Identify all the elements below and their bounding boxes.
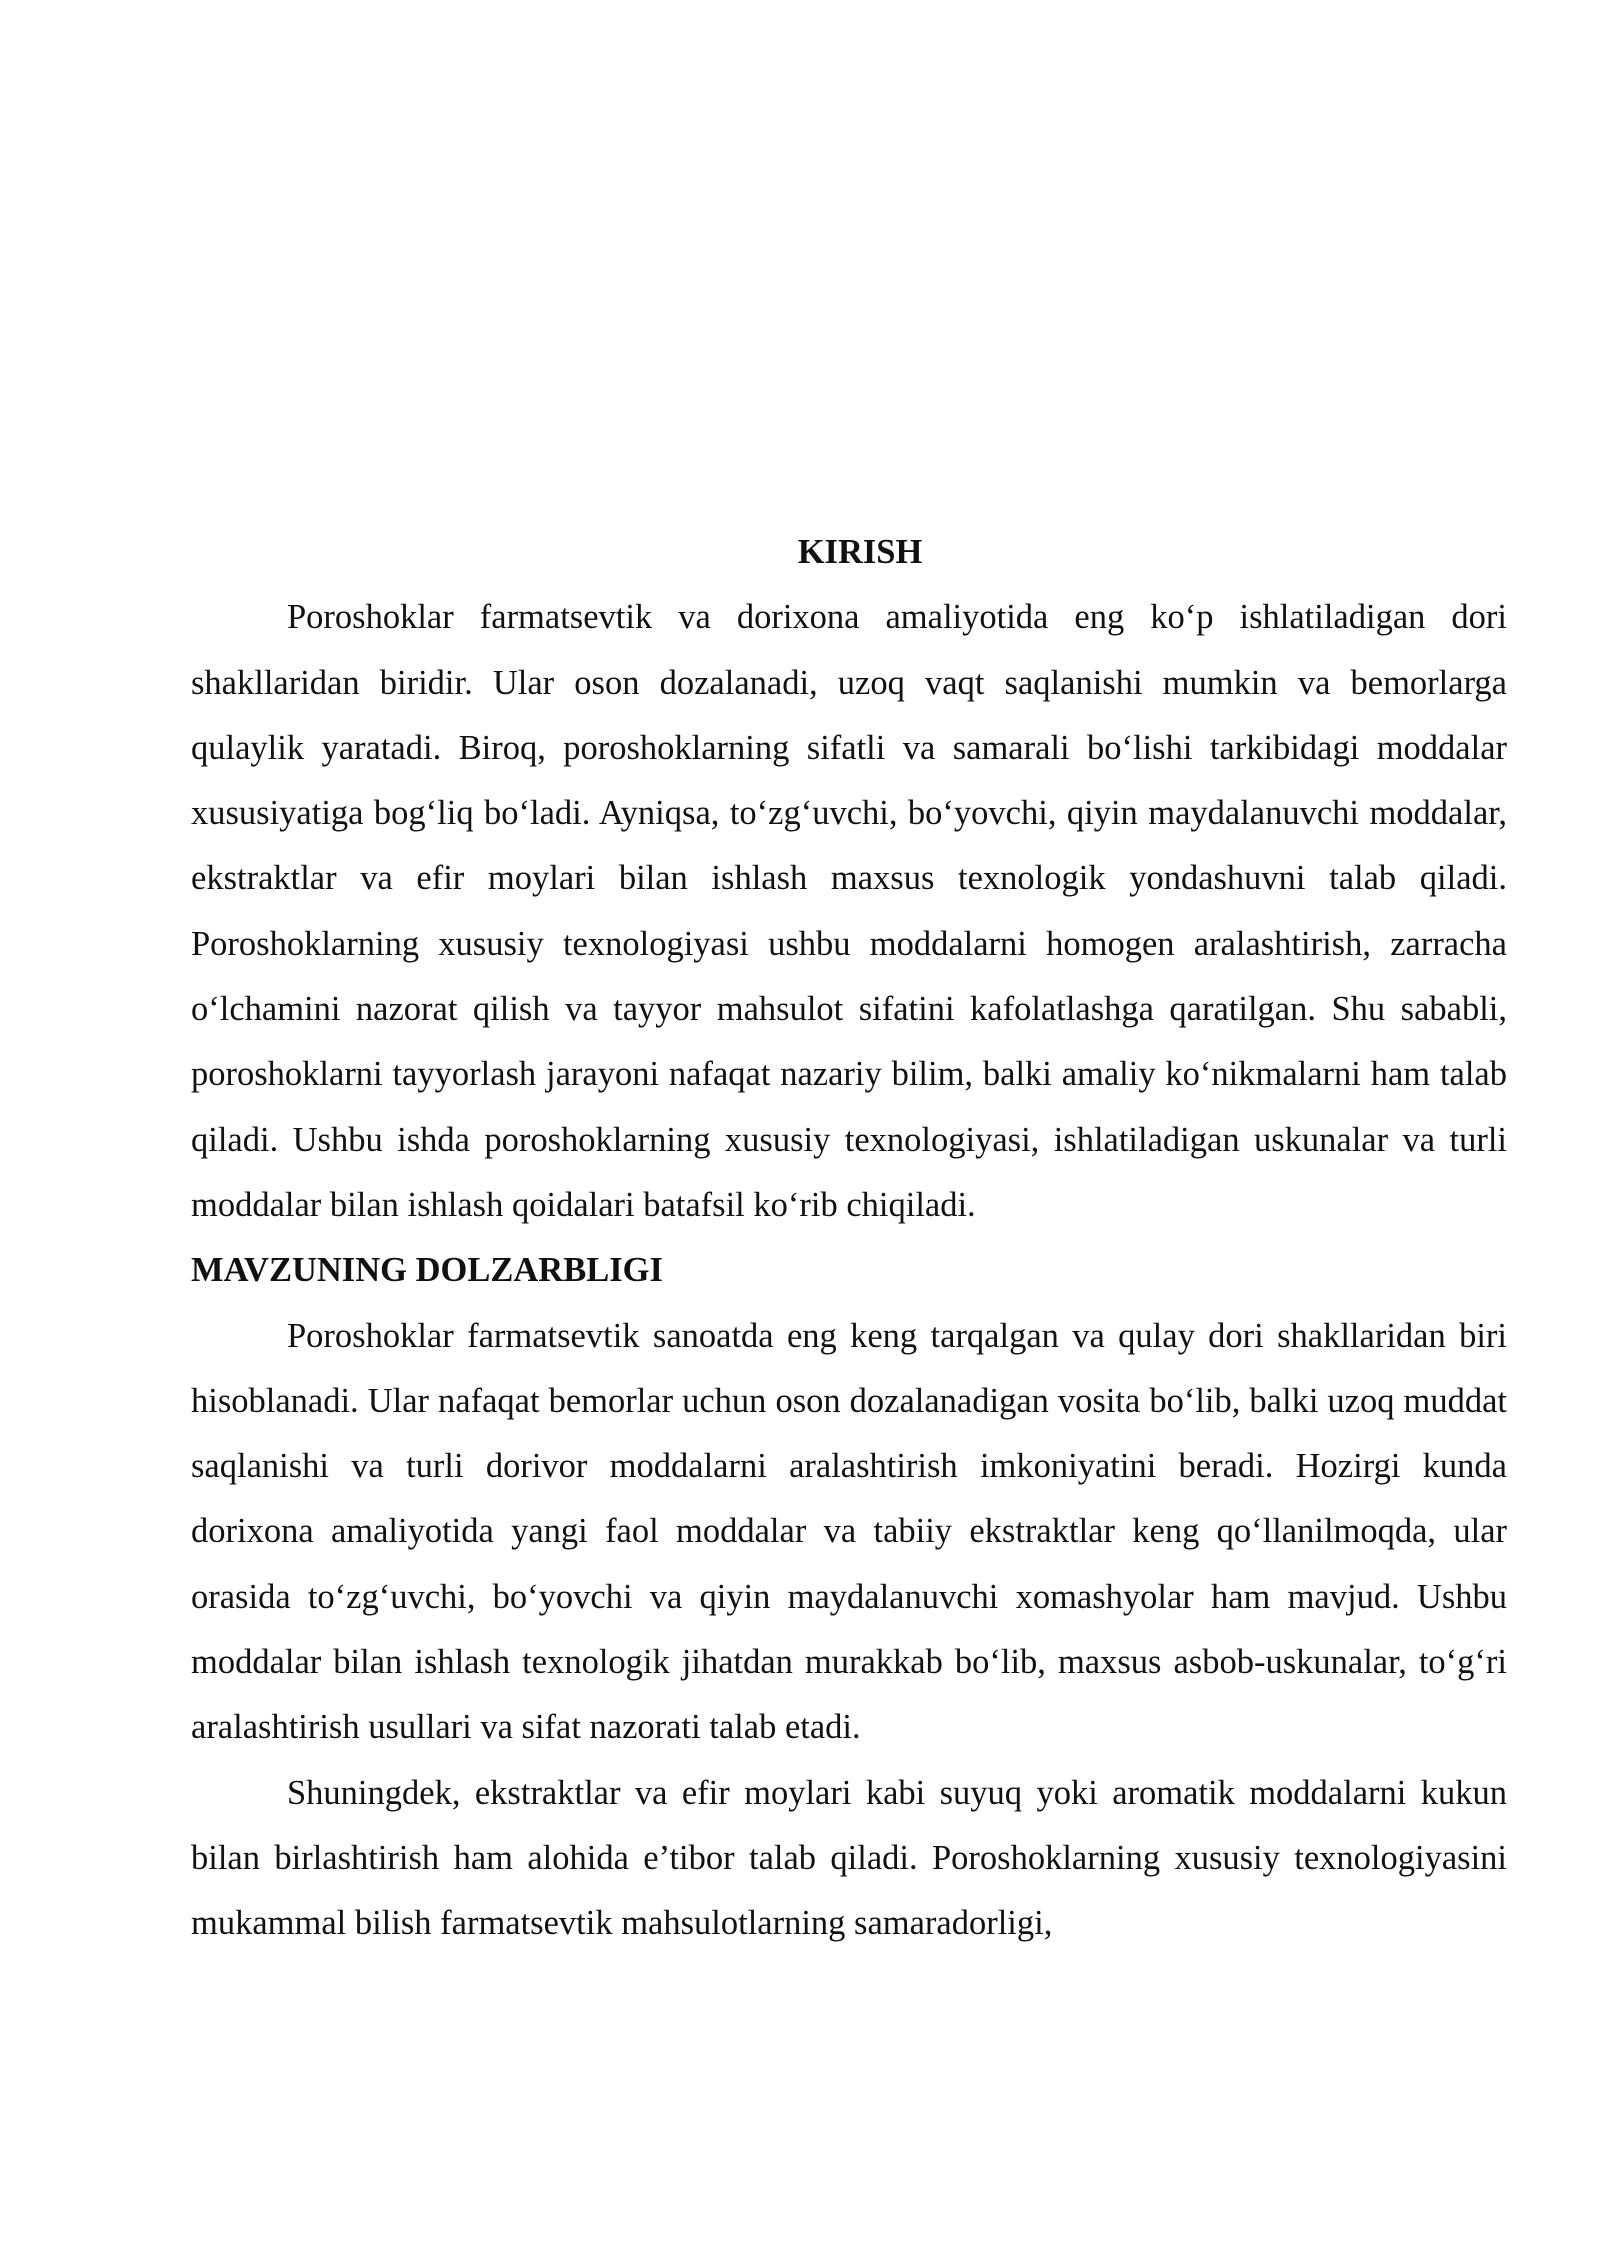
intro-paragraph: Poroshoklar farmatsevtik va dorixona amaliyotida eng ko‘p ishlatiladigan dori shakllaridan biridir. Ular oson dozalanadi, uzoq vaqt saqlanishi mumkin va bemorlarga qulaylik yaratadi. Biroq, poroshoklarning sifatli va samarali bo‘lishi tarkibidagi moddalar xususiyatiga bog‘liq bo‘ladi. Ayniqsa, to‘zg‘uvchi, bo‘yovchi, qiyin maydalanuvchi moddalar, ekstraktlar va efir moylari bilan ishlash maxsus texnologik yondashuvni talab qiladi. Poroshoklarning xususiy texnologiyasi ushbu moddalarni homogen aralashtirish, zarracha o‘lchamini nazorat qilish va tayyor mahsulot sifatini kafolatlashga qaratilgan. Shu sababli, poroshoklarni tayyorlash jarayoni nafaqat nazariy bilim, balki amaliy ko‘nikmalarni ham talab qiladi. Ushbu ishda poroshoklarning xususiy texnologiyasi, ishlatiladigan uskunalar va turli moddalar bilan ishlash qoidalari batafsil ko‘rib chiqiladi. xyxy=(191,598,1507,1224)
relevance-paragraph-2: Shuningdek, ekstraktlar va efir moylari kabi suyuq yoki aromatik moddalarni kukun bilan birlashtirish ham alohida e’tibor talab qiladi. Poroshoklarning xususiy texnologiyasini mukammal bilish farmatsevtik mahsulotlarning samaradorligi, xyxy=(191,1773,1507,1943)
section-heading-kirish: KIRISH xyxy=(797,533,923,571)
document-content xyxy=(191,520,1507,1957)
section-heading-mavzuning-dolzarbligi: MAVZUNING DOLZARBLIGI xyxy=(191,1251,663,1290)
relevance-paragraph-1: Poroshoklar farmatsevtik sanoatda eng keng tarqalgan va qulay dori shakllaridan biri hisoblanadi. Ular nafaqat bemorlar uchun oson dozalanadigan vosita bo‘lib, balki uzoq muddat saqlanishi va turli dorivor moddalarni aralashtirish imkoniyatini beradi. Hozirgi kunda dorixona amaliyotida yangi faol moddalar va tabiiy ekstraktlar keng qo‘llanilmoqda, ular orasida to‘zg‘uvchi, bo‘yovchi va qiyin maydalanuvchi xomashyolar ham mavjud. Ushbu moddalar bilan ishlash texnologik jihatdan murakkab bo‘lib, maxsus asbob-uskunalar, to‘g‘ri aralashtirish usullari va sifat nazorati talab etadi. xyxy=(191,1316,1507,1747)
